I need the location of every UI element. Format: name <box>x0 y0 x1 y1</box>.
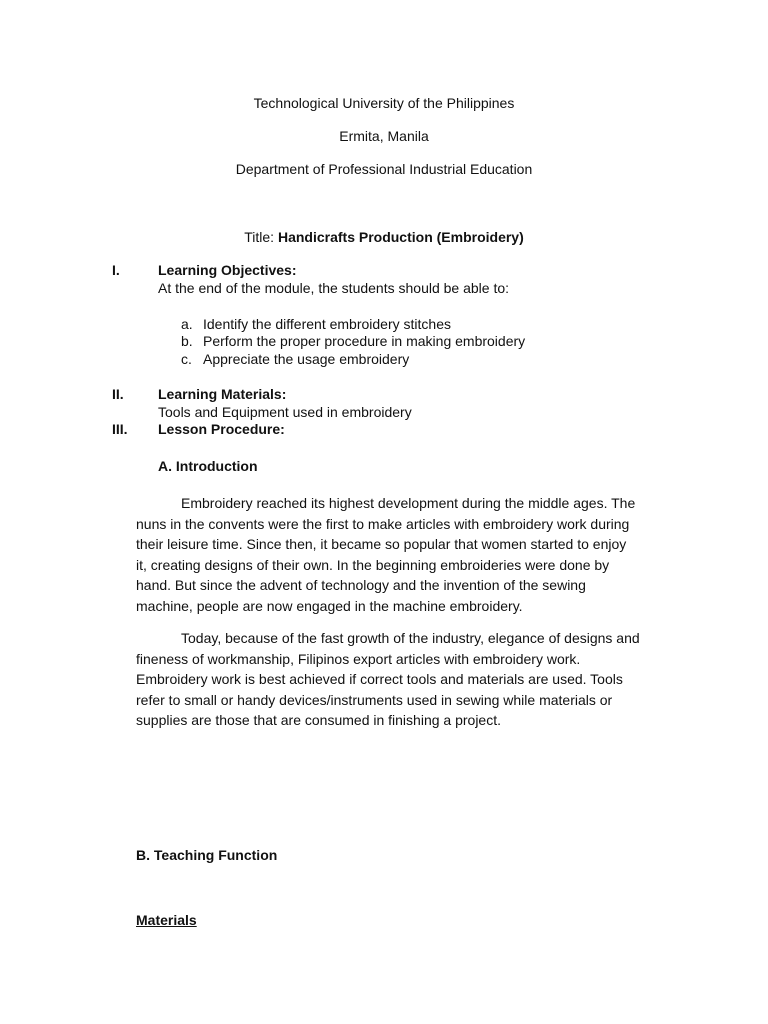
objective-a-marker: a. <box>181 316 193 332</box>
section-1-heading: Learning Objectives: <box>158 262 297 278</box>
paragraph-line: fineness of workmanship, Filipinos export articles with embroidery work. <box>136 650 581 667</box>
paragraph-line: Embroidery reached its highest development during the middle ages. The <box>181 495 636 511</box>
paragraph-line: nuns in the convents were the first to make articles with embroidery work during <box>136 515 630 532</box>
section-2-intro: Tools and Equipment used in embroidery <box>158 404 412 420</box>
section-1-numeral: I. <box>112 262 120 278</box>
materials-heading: Materials <box>136 912 197 928</box>
paragraph-line: machine, people are now engaged in the machine embroidery. <box>136 597 523 614</box>
objective-c-marker: c. <box>181 351 192 367</box>
introduction-paragraph-2 <box>136 628 676 731</box>
section-2-heading: Learning Materials: <box>158 386 287 402</box>
section-3-numeral: III. <box>112 421 128 437</box>
paragraph-line: supplies are those that are consumed in finishing a project. <box>136 712 501 729</box>
paragraph-line: Embroidery work is best achieved if correct tools and materials are used. Tools <box>136 671 623 688</box>
document-title <box>0 228 768 246</box>
section-2-numeral: II. <box>112 386 124 402</box>
teaching-function-heading: B. Teaching Function <box>136 847 278 863</box>
title-value: Handicrafts Production (Embroidery) <box>277 229 524 245</box>
university-name: Technological University of the Philippines <box>253 95 515 111</box>
paragraph-line: it, creating designs of their own. In the beginning embroideries were done by <box>136 556 610 573</box>
introduction-paragraph-1 <box>136 493 676 617</box>
paragraph-line: Today, because of the fast growth of the industry, elegance of designs and <box>181 630 640 646</box>
university-location: Ermita, Manila <box>339 128 429 144</box>
objective-a-text: Identify the different embroidery stitches <box>203 316 451 332</box>
paragraph-line: hand. But since the advent of technology and the invention of the sewing <box>136 577 586 594</box>
title-label: Title: <box>244 229 275 245</box>
section-1-intro: At the end of the module, the students should be able to: <box>158 280 510 296</box>
objective-b-marker: b. <box>181 333 193 349</box>
paragraph-line: refer to small or handy devices/instruments used in sewing while materials or <box>136 691 613 708</box>
objective-b-text: Perform the proper procedure in making embroidery <box>203 333 526 349</box>
objective-c-text: Appreciate the usage embroidery <box>203 351 410 367</box>
paragraph-line: their leisure time. Since then, it became so popular that women started to enjoy <box>136 536 627 553</box>
department-name: Department of Professional Industrial Education <box>235 161 533 177</box>
section-3-heading: Lesson Procedure: <box>158 421 285 437</box>
introduction-heading: A. Introduction <box>158 458 258 474</box>
